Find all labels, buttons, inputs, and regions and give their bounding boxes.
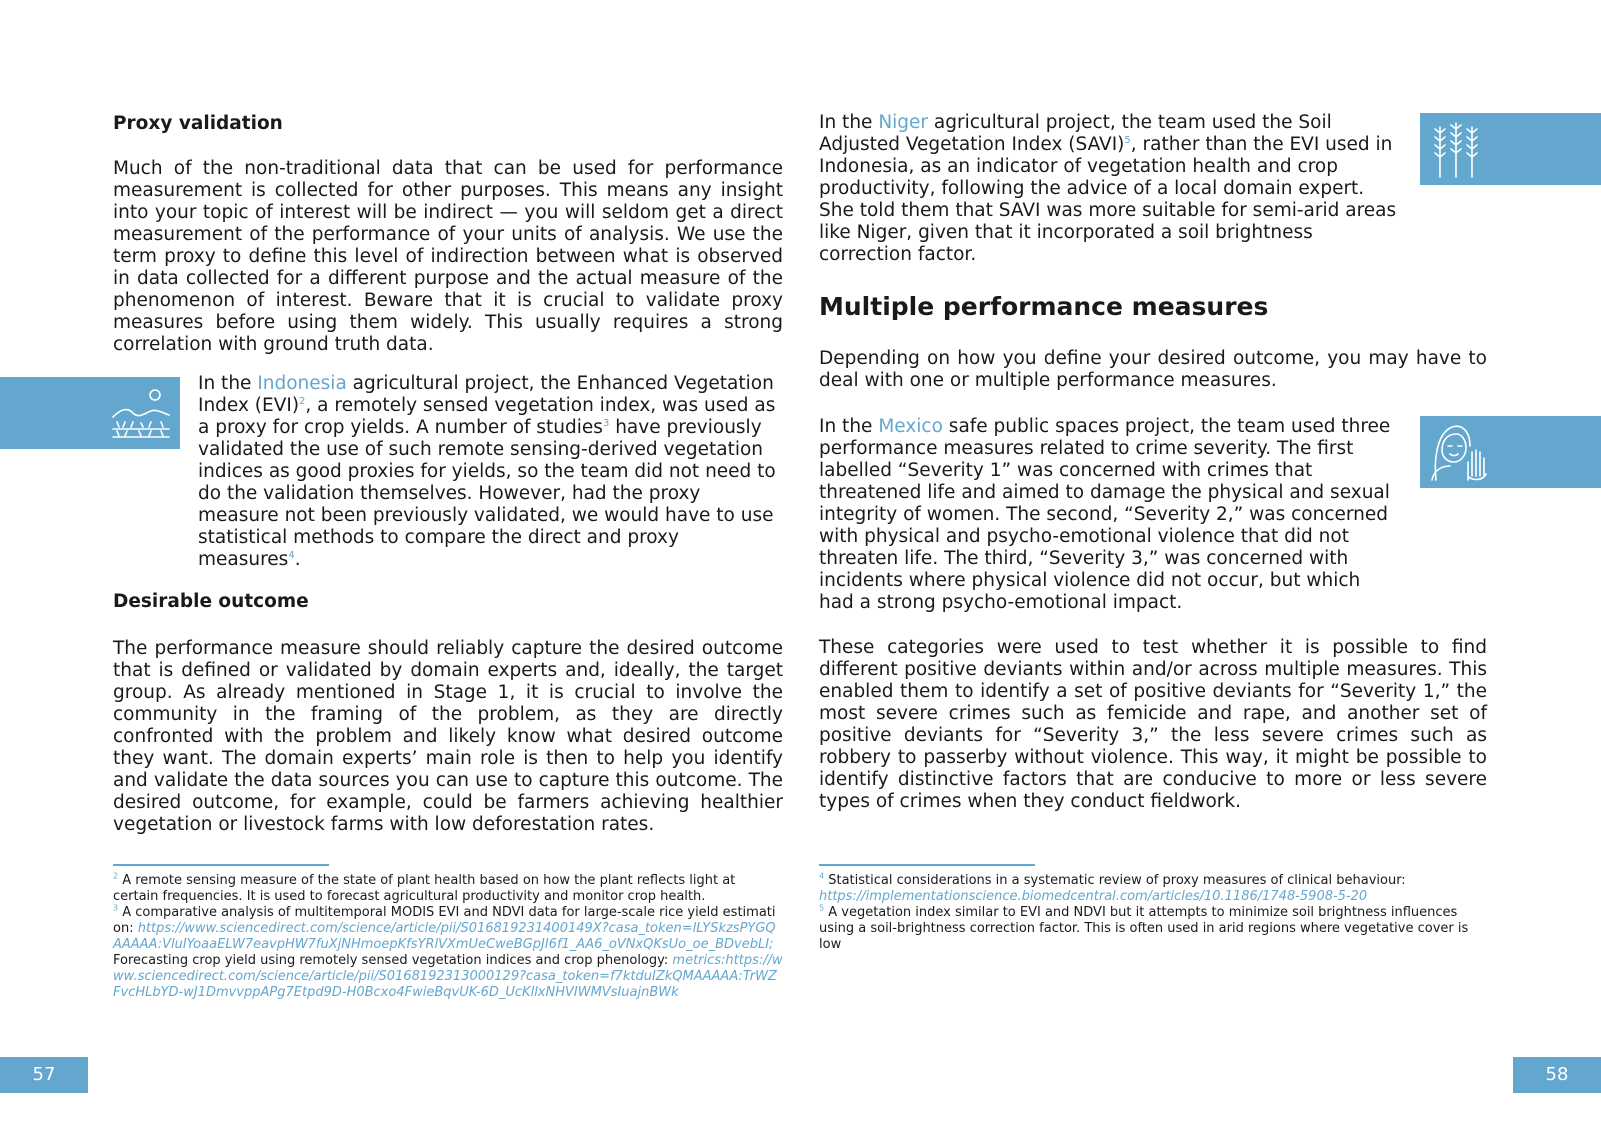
footnote-2-text: A remote sensing measure of the state of plant health based on how the plant reflects light at certain frequencies. It is used to forecast agricultural productivity and monitor crop health. xyxy=(113,873,736,904)
footnote-3-mid: Forecasting crop yield using remotely sensed vegetation indices and crop phenology: xyxy=(113,953,673,968)
footnotes-right xyxy=(819,873,1489,953)
footnote-ref-3[interactable]: 3 xyxy=(602,417,610,429)
desirable-outcome-paragraph: The performance measure should reliably capture the desired outcome that is defined or validated by domain experts and, ideally, the target group. As already mentioned in Stage 1, it is crucial to involve the community in the framing of the problem, as they are directly confronted with the problem and likely know what desired outcome they want. The domain experts’ main role is then to help you identify and validate the data sources you can use to capture this outcome. The desired outcome, for example, could be farmers achieving healthier vegetation or livestock farms with low deforestation rates. xyxy=(113,638,783,835)
indonesia-part1: agricultural project, the Enhanced Vegetation Index (EVI) xyxy=(198,373,774,416)
niger-paragraph xyxy=(819,112,1397,266)
indonesia-paragraph xyxy=(198,373,783,571)
woman-icon-block xyxy=(1420,416,1601,488)
niger-part2: , rather than the EVI used in Indonesia, as an indicator of vegetation health and crop productivity, following the advice of a local domain expert. She told them that SAVI was more suitable for semi-arid areas like Niger, given that it incorporated a soil brightness correction factor. xyxy=(819,134,1397,265)
footnote-ref-5[interactable]: 5 xyxy=(1124,134,1131,146)
footnote-3-number: 3 xyxy=(113,903,119,913)
footnote-divider-right xyxy=(819,864,1035,866)
proxy-validation-paragraph: Much of the non-traditional data that can be used for performance measurement is collected for other purposes. This means any insight into your topic of interest will be indirect — you will seldom get a direct measurement of the performance of your units of analysis. We use the term proxy to define this level of indirection between what is observed in data collected for a different purpose and the actual measure of the phenomenon of interest. Beware that it is crucial to validate proxy measures before using them widely. This usually requires a strong correlation with ground truth data. xyxy=(113,158,783,355)
wheat-icon-block xyxy=(1420,113,1601,185)
footnote-5 xyxy=(819,905,1489,953)
page-number-right: 58 xyxy=(1513,1057,1601,1093)
footnote-4-number: 4 xyxy=(819,871,825,881)
mexico-paragraph xyxy=(819,416,1397,614)
footnote-5-number: 5 xyxy=(819,903,825,913)
footnote-3-link-1[interactable]: https://www.sciencedirect.com/science/article/pii/S016819231400149X?casa_token=lLYSkzsPYGQAAAAA:VluIYoaaELW7eavpHW7fuXjNHmoepKfsYRlVXmUeCweBGpJI6f1_AA6_oVNxQKsUo_oe_BDvebLI; xyxy=(113,921,776,952)
footnote-5-text: A vegetation index similar to EVI and NDVI but it attempts to minimize soil brightness influences using a soil-brightness correction factor. This is often used in arid regions where vegetative cover is low xyxy=(819,905,1469,952)
niger-part1: agricultural project, the team used the Soil Adjusted Vegetation Index (SAVI) xyxy=(819,112,1332,155)
woman-stop-hand-icon xyxy=(1428,422,1490,482)
footnote-3-link-2[interactable]: metrics:https://www.sciencedirect.com/science/article/pii/S0168192313000129?casa_token=f7ktduIZkQMAAAAA:TrWZFvcHLbYD-wJ1DmvvppAPg7Etpd9D-H0Bcxo4FwieBqvUK-6D_UcKllxNHVIWMVsIuajnBWk xyxy=(113,953,783,1000)
footnote-ref-2[interactable]: 2 xyxy=(299,395,306,407)
indonesia-part2: , a remotely sensed vegetation index, was used as a proxy for crop yields. A number of studies xyxy=(198,395,776,438)
multiple-measures-intro: Depending on how you define your desired outcome, you may have to deal with one or multiple performance measures. xyxy=(819,348,1487,391)
landscape-sun-icon xyxy=(111,385,171,441)
footnote-divider-left xyxy=(113,864,329,866)
wheat-icon xyxy=(1428,119,1484,179)
mexico-part1: safe public spaces project, the team used three performance measures related to crime severity. The first labelled “Severity 1” was concerned with crimes that threatened life and aimed to damage the physical and sexual integrity of women. The second, “Severity 2,” was concerned with physical and psycho-emotional violence that did not threaten life. The third, “Severity 3,” was concerned with incidents where physical violence did not occur, but which had a strong psycho-emotional impact. xyxy=(819,416,1391,613)
indonesia-part4: . xyxy=(294,549,301,570)
footnote-4 xyxy=(819,873,1489,905)
landscape-icon-block xyxy=(0,377,180,449)
indonesia-pre: In the xyxy=(198,373,258,394)
desirable-outcome-heading: Desirable outcome xyxy=(113,591,309,612)
footnote-ref-4[interactable]: 4 xyxy=(288,549,295,561)
categories-paragraph: These categories were used to test whether it is possible to find different positive deviants within and/or across multiple measures. This enabled them to identify a set of positive deviants for “Severity 1,” the most severe crimes such as femicide and rape, and another set of positive deviants for “Severity 3,” the less severe crimes such as robbery to passerby without violence. This way, it might be possible to identify distinctive factors that are conducive to more or less severe types of crimes when they conduct fieldwork. xyxy=(819,637,1487,812)
niger-pre: In the xyxy=(819,112,879,133)
multiple-performance-measures-heading: Multiple performance measures xyxy=(819,292,1269,321)
footnotes-left xyxy=(113,873,783,1001)
mexico-link[interactable]: Mexico xyxy=(878,416,943,437)
page-number-left: 57 xyxy=(0,1057,88,1093)
footnote-3-text: A comparative analysis of multitemporal MODIS EVI and NDVI data for large-scale rice yield estimation: xyxy=(113,905,776,936)
footnote-4-text: Statistical considerations in a systematic review of proxy measures of clinical behaviour: xyxy=(824,873,1406,888)
footnote-2 xyxy=(113,873,783,905)
indonesia-part3: have previously validated the use of such remote sensing-derived vegetation indices as good proxies for yields, so the team did not need to do the validation themselves. However, had the proxy measure not been previously validated, we would have to use statistical methods to compare the direct and proxy measures xyxy=(198,417,776,570)
footnote-4-link[interactable]: https://implementationscience.biomedcentral.com/articles/10.1186/1748-5908-5-20 xyxy=(819,889,1368,904)
footnote-3 xyxy=(113,905,783,1001)
indonesia-link[interactable]: Indonesia xyxy=(257,373,347,394)
proxy-validation-heading: Proxy validation xyxy=(113,113,283,134)
footnote-2-number: 2 xyxy=(113,871,119,881)
niger-link[interactable]: Niger xyxy=(878,112,929,133)
mexico-pre: In the xyxy=(819,416,879,437)
